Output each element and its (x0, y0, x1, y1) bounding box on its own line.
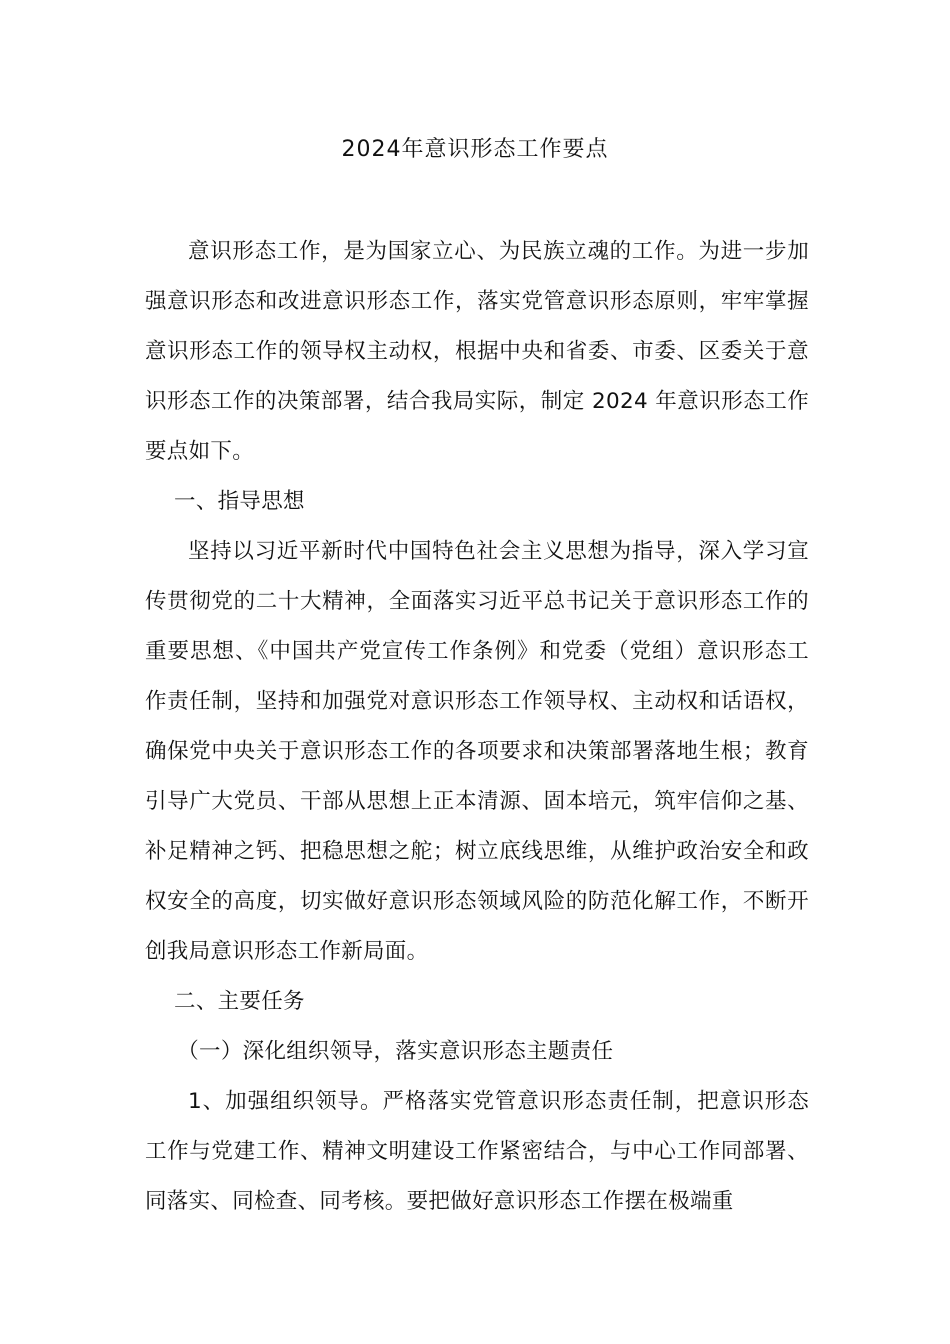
section-heading-guiding-thought: 一、指导思想 (174, 489, 305, 514)
document-body (145, 227, 809, 1227)
guiding-thought-paragraph: 坚持以习近平新时代中国特色社会主义思想为指导，深入学习宣传贯彻党的二十大精神，全面落实习近平总书记关于意识形态工作的重要思想、《中国共产党宣传工作条例》和党委（党组）意识形态工作责任制，坚持和加强党对意识形态工作领导权、主动权和话语权，确保党中央关于意识形态工作的各项要求和决策部署落地生根；教育引导广大党员、干部从思想上正本清源、固本培元，筑牢信仰之基、补足精神之钙、把稳思想之舵；树立底线思维，从维护政治安全和政权安全的高度，切实做好意识形态领域风险的防范化解工作，不断开创我局意识形态工作新局面。 (145, 539, 809, 964)
subsection-heading-organization: （一）深化组织领导，落实意识形态主题责任 (177, 1039, 614, 1064)
section-heading-main-tasks: 二、主要任务 (174, 989, 305, 1014)
intro-paragraph: 意识形态工作，是为国家立心、为民族立魂的工作。为进一步加强意识形态和改进意识形态工作，落实党管意识形态原则，牢牢掌握意识形态工作的领导权主动权，根据中央和省委、市委、区委关于意识形态工作的决策部署，结合我局实际，制定 2024 年意识形态工作要点如下。 (145, 239, 809, 464)
task-item-paragraph: 1、加强组织领导。严格落实党管意识形态责任制，把意识形态工作与党建工作、精神文明建设工作紧密结合，与中心工作同部署、同落实、同检查、同考核。要把做好意识形态工作摆在极端重 (145, 1089, 809, 1214)
document-title: 2024年意识形态工作要点 (341, 137, 609, 162)
